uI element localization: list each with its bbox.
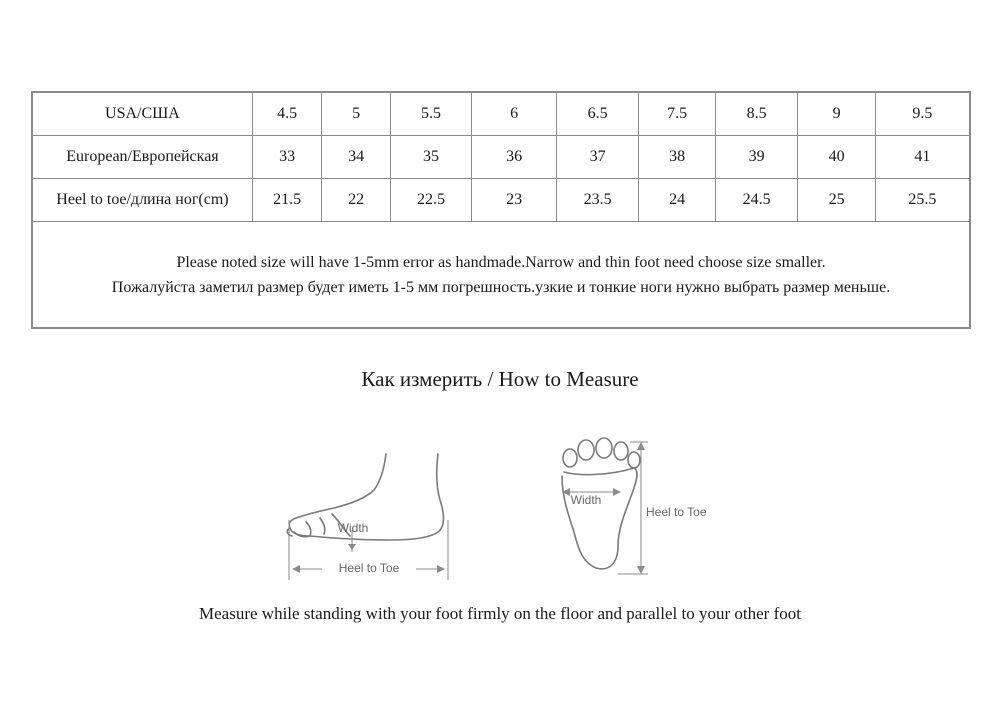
- size-cell: 23.5: [556, 179, 639, 222]
- row-label: Heel to toe/длина ног(cm): [33, 179, 252, 222]
- arrow-down-icon: [348, 544, 356, 550]
- top-width-label: Width: [570, 493, 602, 507]
- heel-to-toe-row: [33, 179, 969, 222]
- arrow-up-icon: [637, 442, 645, 450]
- arrow-right-icon: [437, 565, 445, 573]
- size-cell: 22: [322, 179, 390, 222]
- size-cell: 38: [639, 136, 715, 179]
- how-to-measure-title: Как измерить / How to Measure: [361, 367, 639, 391]
- size-cell: 6: [472, 93, 557, 136]
- size-cell: 6.5: [556, 93, 639, 136]
- size-cell: 9: [798, 93, 875, 136]
- size-cell: 41: [875, 136, 969, 179]
- foot-top-view-illustration: [548, 436, 748, 584]
- size-cell: 36: [472, 136, 557, 179]
- size-cell: 5.5: [390, 93, 472, 136]
- measure-caption: Measure while standing with your foot firmly on the floor and parallel to your other foot: [199, 604, 801, 623]
- size-cell: 9.5: [875, 93, 969, 136]
- note-english: Please noted size will have 1-5mm error as handmade.Narrow and thin foot need choose size smaller.: [176, 254, 826, 271]
- size-cell: 35: [390, 136, 472, 179]
- row-label: European/Европейская: [33, 136, 252, 179]
- foot-side-view-illustration: [280, 448, 460, 580]
- size-cell: 22.5: [390, 179, 472, 222]
- size-chart-table: [31, 91, 971, 329]
- size-cell: 21.5: [252, 179, 321, 222]
- size-cell: 39: [715, 136, 798, 179]
- size-cell: 25.5: [875, 179, 969, 222]
- arrow-down-icon: [637, 566, 645, 574]
- side-length-label: Heel to Toe: [338, 561, 400, 575]
- size-cell: 37: [556, 136, 639, 179]
- top-length-label: Heel to Toe: [646, 505, 707, 519]
- size-cell: 33: [252, 136, 321, 179]
- size-cell: 5: [322, 93, 390, 136]
- size-cell: 24: [639, 179, 715, 222]
- size-cell: 4.5: [252, 93, 321, 136]
- size-cell: 40: [798, 136, 875, 179]
- size-cell: 8.5: [715, 93, 798, 136]
- usa-size-row: [33, 93, 969, 136]
- side-width-label: Width: [337, 521, 369, 535]
- european-size-row: [33, 136, 969, 179]
- size-grid: [33, 93, 969, 222]
- arrow-right-icon: [613, 488, 621, 496]
- size-note: [33, 227, 969, 327]
- size-cell: 23: [472, 179, 557, 222]
- row-label: USA/США: [33, 93, 252, 136]
- arrow-left-icon: [292, 565, 300, 573]
- size-cell: 34: [322, 136, 390, 179]
- size-cell: 24.5: [715, 179, 798, 222]
- size-cell: 25: [798, 179, 875, 222]
- note-russian: Пожалуйста заметил размер будет иметь 1-5 мм погрешность.узкие и тонкие ноги нужно выбрать размер меньше.: [111, 279, 891, 296]
- size-cell: 7.5: [639, 93, 715, 136]
